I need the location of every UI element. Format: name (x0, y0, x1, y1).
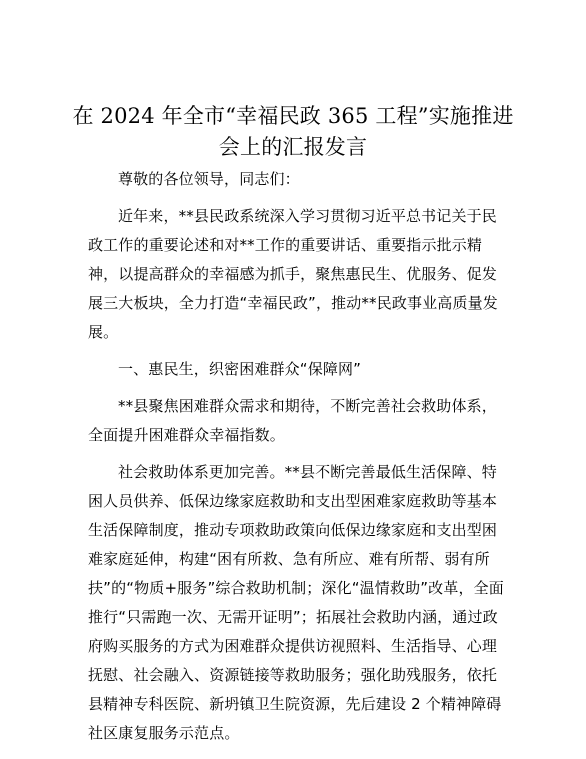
salutation: 尊敬的各位领导，同志们： (118, 170, 300, 188)
document-body (88, 165, 508, 748)
section-heading: 一、惠民生，织密困难群众“保障网” (118, 360, 362, 378)
paragraph-social-assistance: 社会救助体系更加完善。**县不断完善最低生活保障、特困人员供养、低保边缘家庭救助和支出型困难家庭救助等基本生活保障制度，推动专项救助政策向低保边缘家庭和支出型困难家庭延伸，构建“困有所救、急有所应、难有所帮、弱有所扶”的“物质+服务”综合救助机制；深化“温情救助”改革，全面推行“只需跑一次、无需开证明”；拓展社会救助内涵，通过政府购买服务的方式为困难群众提供访视照料、生活指导、心理抚慰、社会融入、资源链接等救助服务；强化助残服务，依托县精神专科医院、新坍镇卫生院资源，先后建设 2 个精神障碍社区康复服务示范点。 (88, 463, 504, 742)
document-title-line-2: 会上的汇报发言 (218, 135, 368, 159)
document-title-line-1: 在 2024 年全市“幸福民政 365 工程”实施推进 (72, 104, 514, 128)
paragraph-section-intro: **县聚焦困难群众需求和期待，不断完善社会救助体系，全面提升困难群众幸福指数。 (88, 397, 497, 444)
paragraph-intro: 近年来，**县民政系统深入学习贯彻习近平总书记关于民政工作的重要论述和对**工作的重要讲话、重要指示批示精神，以提高群众的幸福感为抓手，聚焦惠民生、优服务、促发展三大板块，全力打造“幸福民政”，推动**民政事业高质量发展。 (88, 207, 498, 341)
